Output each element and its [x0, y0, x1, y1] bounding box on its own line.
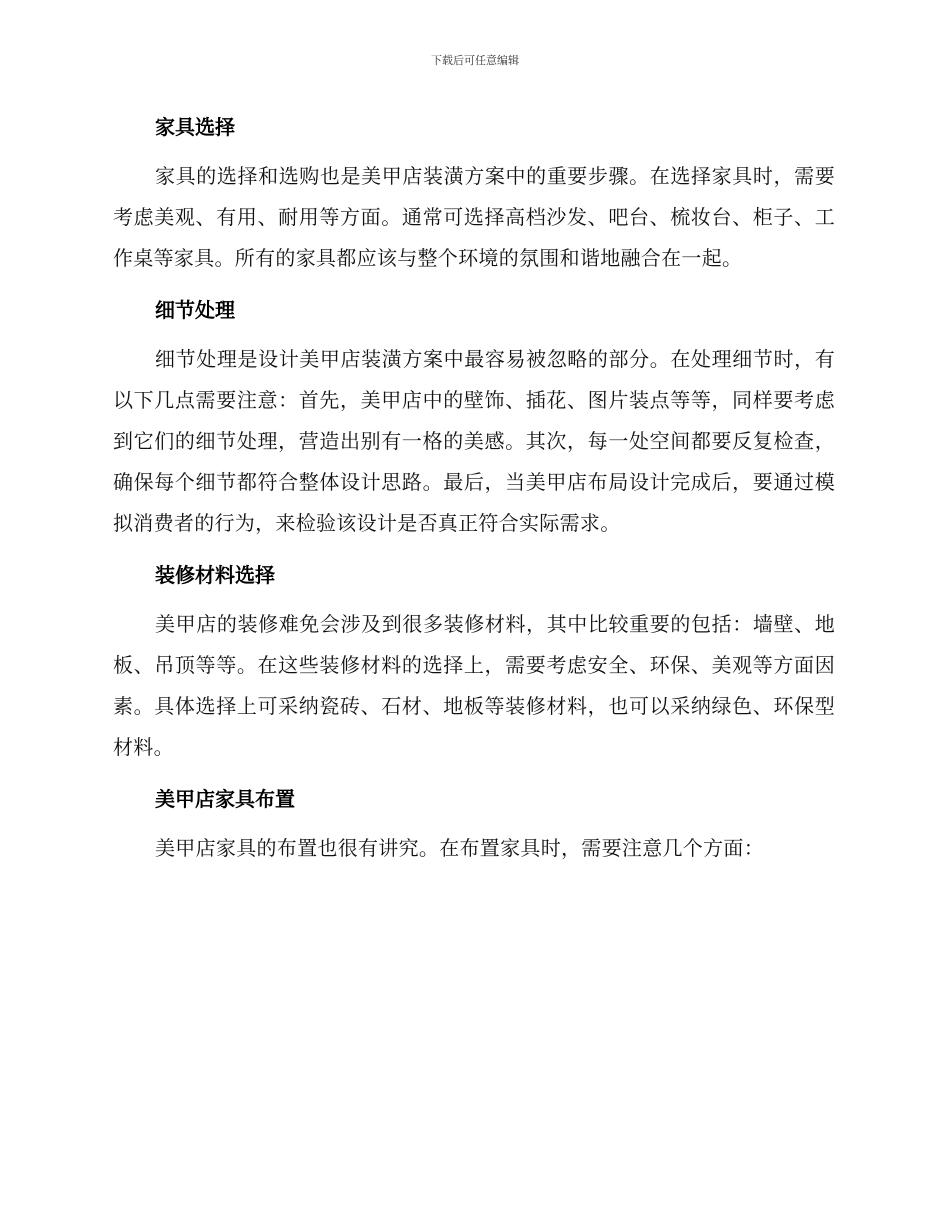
document-content [113, 110, 835, 883]
section-heading: 家具选择 [155, 115, 235, 139]
section-paragraph: 美甲店的装修难免会涉及到很多装修材料，其中比较重要的包括：墙壁、地板、吊顶等等。在这些装修材料的选择上，需要考虑安全、环保、美观等方面因素。具体选择上可采纳瓷砖、石材、地板等装修材料，也可以采纳绿色、环保型材料。 [113, 612, 835, 759]
section-detail-handling [113, 293, 835, 544]
section-heading: 细节处理 [155, 298, 235, 322]
section-material-selection [113, 558, 835, 768]
section-paragraph: 细节处理是设计美甲店装潢方案中最容易被忽略的部分。在处理细节时，有以下几点需要注意：首先，美甲店中的壁饰、插花、图片装点等等，同样要考虑到它们的细节处理，营造出别有一格的美感。其次，每一处空间都要反复检查，确保每个细节都符合整体设计思路。最后，当美甲店布局设计完成后，要通过模拟消费者的行为，来检验该设计是否真正符合实际需求。 [113, 347, 835, 535]
page-header-note: 下载后可任意编辑 [431, 54, 519, 67]
section-paragraph: 家具的选择和选购也是美甲店装潢方案中的重要步骤。在选择家具时，需要考虑美观、有用、耐用等方面。通常可选择高档沙发、吧台、梳妆台、柜子、工作桌等家具。所有的家具都应该与整个环境的氛围和谐地融合在一起。 [113, 164, 835, 270]
section-heading: 装修材料选择 [155, 563, 275, 587]
section-furniture-layout [113, 782, 835, 869]
section-heading: 美甲店家具布置 [155, 787, 295, 811]
section-furniture-selection [113, 110, 835, 279]
section-paragraph: 美甲店家具的布置也很有讲究。在布置家具时，需要注意几个方面： [155, 836, 764, 860]
